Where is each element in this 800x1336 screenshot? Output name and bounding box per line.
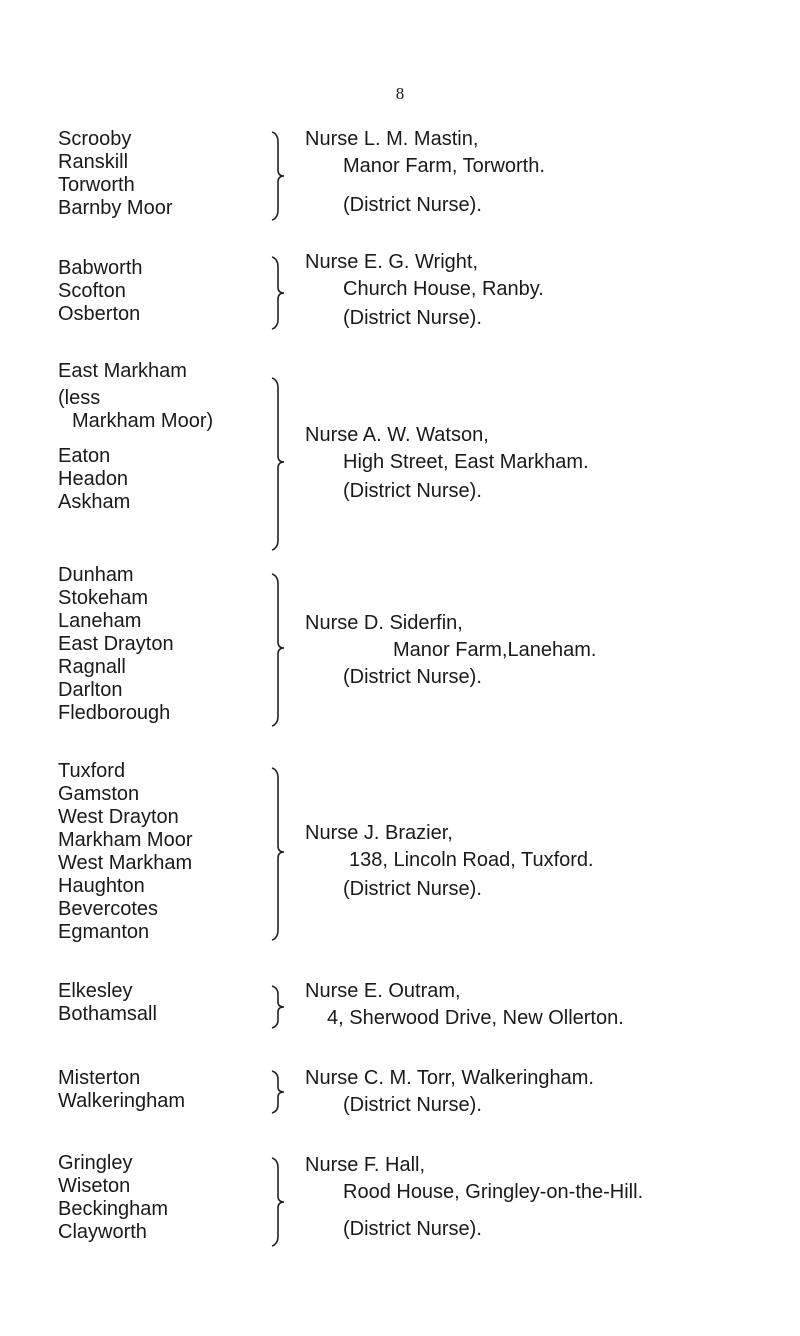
place-name: Torworth <box>58 174 135 196</box>
brace-icon <box>268 253 290 333</box>
places-list <box>58 360 268 514</box>
place-name: Gringley <box>58 1152 133 1174</box>
nurse-address: High Street, East Markham. <box>343 451 589 473</box>
place-name: Barnby Moor <box>58 197 173 219</box>
place-name: Elkesley <box>58 980 133 1002</box>
nurse-entry <box>305 422 795 505</box>
place-name: Walkeringham <box>58 1090 186 1112</box>
places-list <box>58 1067 268 1113</box>
place-name: Haughton <box>58 875 145 897</box>
nurse-address: 138, Lincoln Road, Tuxford. <box>349 849 594 871</box>
place-name: Ranskill <box>58 151 129 173</box>
nurse-entry <box>305 249 795 332</box>
place-name: Osberton <box>58 303 141 325</box>
nurse-address: Rood House, Gringley-on-the-Hill. <box>343 1181 644 1203</box>
brace-icon <box>268 1067 290 1117</box>
nurse-entry <box>305 610 795 691</box>
place-name: West Drayton <box>58 806 179 828</box>
nurse-district-label: (District Nurse). <box>343 194 482 216</box>
place-name: Misterton <box>58 1067 141 1089</box>
nurse-name: Nurse D. Siderfin, <box>305 612 463 634</box>
place-name: Markham Moor <box>58 829 193 851</box>
nurse-district-label: (District Nurse). <box>343 480 482 502</box>
nurse-address: Manor Farm, Torworth. <box>343 155 545 177</box>
place-name: (less <box>58 387 101 409</box>
place-name: Tuxford <box>58 760 126 782</box>
place-name: Markham Moor) <box>72 410 214 432</box>
place-name: Ragnall <box>58 656 126 678</box>
nurse-name: Nurse J. Brazier, <box>305 822 453 844</box>
brace-icon <box>268 1154 290 1250</box>
place-name: Gamston <box>58 783 140 805</box>
place-name: Clayworth <box>58 1221 147 1243</box>
place-name: Dunham <box>58 564 134 586</box>
place-name: Askham <box>58 491 131 513</box>
nurse-district-label: (District Nurse). <box>343 878 482 900</box>
place-name: Scrooby <box>58 128 132 150</box>
place-name: Darlton <box>58 679 123 701</box>
place-name: Babworth <box>58 257 143 279</box>
nurse-entry <box>305 1152 795 1243</box>
nurse-address: 4, Sherwood Drive, New Ollerton. <box>327 1007 624 1029</box>
place-name: Wiseton <box>58 1175 131 1197</box>
places-list <box>58 564 268 725</box>
brace-icon <box>268 764 290 944</box>
nurse-entry <box>305 126 795 219</box>
places-list <box>58 1152 268 1244</box>
nurse-district-label: (District Nurse). <box>343 666 482 688</box>
brace-icon <box>268 374 290 554</box>
place-name: East Markham <box>58 360 187 382</box>
place-name: Beckingham <box>58 1198 169 1220</box>
nurse-address: Manor Farm,Laneham. <box>393 639 597 661</box>
place-name: Bothamsall <box>58 1003 157 1025</box>
nurse-name: Nurse E. Outram, <box>305 980 461 1002</box>
place-name: Egmanton <box>58 921 150 943</box>
brace-icon <box>268 128 290 224</box>
place-name: Laneham <box>58 610 142 632</box>
brace-icon <box>268 982 290 1032</box>
nurse-name: Nurse E. G. Wright, <box>305 251 479 273</box>
page-number: 8 <box>395 84 405 103</box>
nurse-district-label: (District Nurse). <box>343 1094 482 1116</box>
nurse-district-label: (District Nurse). <box>343 1218 482 1240</box>
place-name: Scofton <box>58 280 126 302</box>
nurse-entry <box>305 1065 795 1119</box>
nurse-name: Nurse A. W. Watson, <box>305 424 489 446</box>
nurse-name: Nurse L. M. Mastin, <box>305 128 479 150</box>
nurse-entry <box>305 978 795 1032</box>
places-list <box>58 980 268 1026</box>
place-name: West Markham <box>58 852 193 874</box>
nurse-name: Nurse C. M. Torr, Walkeringham. <box>305 1067 594 1089</box>
place-name: Eaton <box>58 445 111 467</box>
place-name: Bevercotes <box>58 898 159 920</box>
brace-icon <box>268 570 290 730</box>
places-list <box>58 257 268 326</box>
places-list <box>58 128 268 220</box>
nurse-district-label: (District Nurse). <box>343 307 482 329</box>
place-name: East Drayton <box>58 633 174 655</box>
place-name: Stokeham <box>58 587 149 609</box>
places-list <box>58 760 268 944</box>
nurse-name: Nurse F. Hall, <box>305 1154 426 1176</box>
place-name: Headon <box>58 468 129 490</box>
nurse-address: Church House, Ranby. <box>343 278 544 300</box>
nurse-entry <box>305 820 795 903</box>
place-name: Fledborough <box>58 702 171 724</box>
